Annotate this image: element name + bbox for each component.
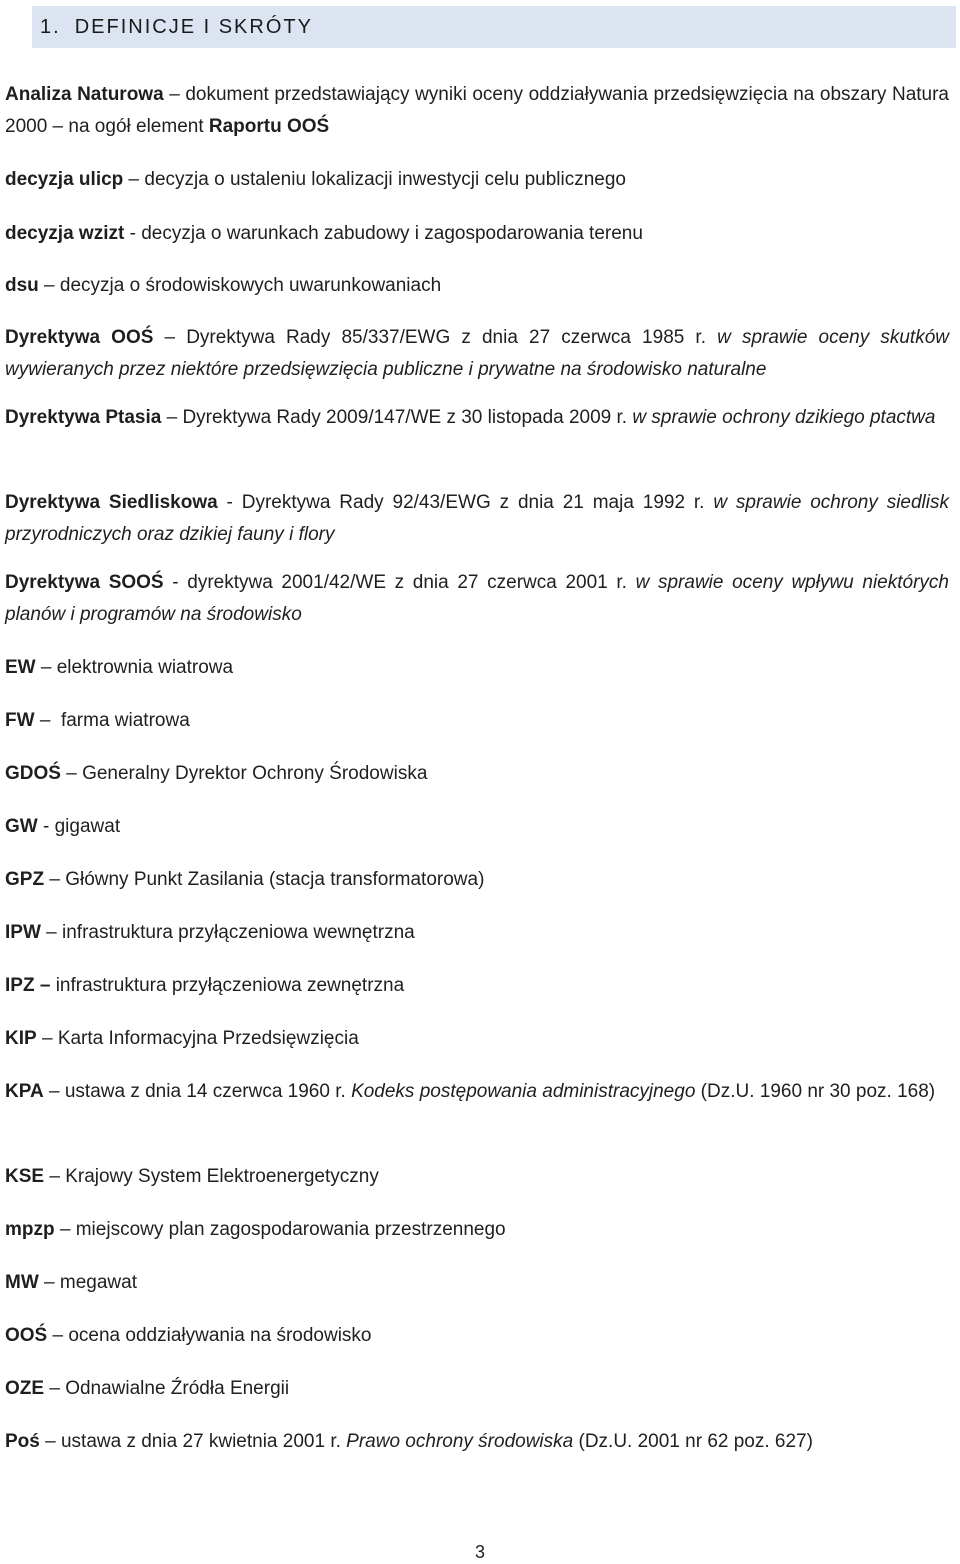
definition-text: Generalny Dyrektor Ochrony Środowiska [82,763,428,784]
definition-entry: decyzja wzizt - decyzja o warunkach zabudowy i zagospodarowania terenu [5,223,643,244]
definition-entry: GW - gigawat [5,816,121,837]
definition-term: IPZ – [5,975,51,996]
definition-text: Karta Informacyjna Przedsięwzięcia [57,1028,359,1049]
definition-text: farma wiatrowa [60,710,190,731]
definition-entry: IPW – infrastruktura przyłączeniowa wewnętrzna [5,922,415,943]
definition-entry: Dyrektywa Ptasia – Dyrektywa Rady 2009/147/WE z 30 listopada 2009 r. w sprawie ochrony dzikiego ptactwa [5,407,936,428]
definition-term: IPW [5,922,41,943]
definition-text: Dyrektywa Rady 92/43/EWG z dnia 21 maja 1992 r. [241,492,714,513]
definition-term: decyzja ulicp [5,169,124,190]
definition-entry: Dyrektywa SOOŚ - dyrektywa 2001/42/WE z dnia 27 czerwca 2001 r. w sprawie oceny wpływu niektórych planów i programów na środowisko [5,572,949,625]
definition-term: Dyrektywa Siedliskowa [5,492,218,513]
definition-term: OZE [5,1378,45,1399]
definition-term: Analiza Naturowa [5,84,164,105]
definition-text: Główny Punkt Zasilania (stacja transformatorowa) [65,869,485,890]
definition-text: megawat [59,1272,137,1293]
definition-tail-text: (Dz.U. 1960 nr 30 poz. 168) [695,1081,936,1102]
definition-term: decyzja wzizt [5,223,125,244]
definition-entry: FW – farma wiatrowa [5,710,190,731]
definition-title-italic: Kodeks postępowania administracyjnego [351,1081,696,1102]
definition-entry [5,970,949,1002]
definition-text: Dyrektywa Rady 2009/147/WE z 30 listopada 2009 r. [182,407,633,428]
definition-term: OOŚ [5,1325,48,1346]
definition-text: gigawat [54,816,121,837]
definition-term: GW [5,816,38,837]
definition-entry: MW – megawat [5,1272,137,1293]
definition-term: FW [5,710,35,731]
definition-text: ocena oddziaływania na środowisko [68,1325,372,1346]
definition-entry: EW – elektrownia wiatrowa [5,657,234,678]
definition-entry: KIP – Karta Informacyjna Przedsięwzięcia [5,1028,359,1049]
definition-term: Dyrektywa Ptasia [5,407,162,428]
definition-entry: OZE – Odnawialne Źródła Energii [5,1378,290,1399]
definition-text: Krajowy System Elektroenergetyczny [65,1166,379,1187]
definition-text: infrastruktura przyłączeniowa wewnętrzna [62,922,415,943]
definition-title-italic: w sprawie oceny skutków wywieranych przez niektóre przedsięwzięcia publiczne i prywatne na środowisko naturalne [5,327,949,380]
definition-term: Dyrektywa OOŚ [5,327,154,348]
section-number: 1. [40,16,61,38]
definition-entry: OOŚ – ocena oddziaływania na środowisko [5,1325,372,1346]
definition-term: dsu [5,275,39,296]
definition-text: decyzja o środowiskowych uwarunkowaniach [59,275,442,296]
definition-term: GPZ [5,869,45,890]
definition-text: Dyrektywa Rady 85/337/EWG z dnia 27 czerwca 1985 r. [186,327,718,348]
definition-entry: Poś – ustawa z dnia 27 kwietnia 2001 r. Prawo ochrony środowiska (Dz.U. 2001 nr 62 poz. 627) [5,1431,813,1452]
definition-title-italic: w sprawie oceny wpływu niektórych planów i programów na środowisko [5,572,949,625]
definition-tail-text: (Dz.U. 2001 nr 62 poz. 627) [573,1431,813,1452]
definition-entry: dsu – decyzja o środowiskowych uwarunkowaniach [5,275,442,296]
definition-text: decyzja o ustaleniu lokalizacji inwestycji celu publicznego [144,169,626,190]
page-number: 3 [474,1542,485,1562]
definition-bold-text: Raportu OOŚ [208,116,330,137]
definition-term: GDOŚ [5,763,61,784]
definition-term: Dyrektywa SOOŚ [5,572,164,593]
definition-term: mpzp [5,1219,55,1240]
definition-title-italic: w sprawie ochrony dzikiego ptactwa [632,407,936,428]
definition-text: Odnawialne Źródła Energii [65,1378,290,1399]
definition-entry: GPZ – Główny Punkt Zasilania (stacja transformatorowa) [5,869,485,890]
definition-text: miejscowy plan zagospodarowania przestrzennego [75,1219,506,1240]
definition-entry: Analiza Naturowa – dokument przedstawiający wyniki oceny oddziaływania przedsięwzięcia na obszary Natura 2000 – na ogół element Raportu OOŚ [5,84,949,137]
definition-term: KPA [5,1081,44,1102]
definition-text: elektrownia wiatrowa [56,657,234,678]
definition-text: ustawa z dnia 14 czerwca 1960 r. [64,1081,352,1102]
definition-text: infrastruktura przyłączeniowa zewnętrzna [55,975,405,996]
definition-entry: KSE – Krajowy System Elektroenergetyczny [5,1166,379,1187]
definition-text: dokument przedstawiający wyniki oceny oddziaływania przedsięwzięcia na obszary Natura 2000 – na ogół element [5,84,949,137]
definition-text: ustawa z dnia 27 kwietnia 2001 r. [60,1431,347,1452]
definition-term: KIP [5,1028,37,1049]
definition-entry: decyzja ulicp – decyzja o ustaleniu lokalizacji inwestycji celu publicznego [5,169,626,190]
definition-term: MW [5,1272,39,1293]
definition-text: dyrektywa 2001/42/WE z dnia 27 czerwca 2001 r. [187,572,636,593]
definition-text: decyzja o warunkach zabudowy i zagospodarowania terenu [141,223,643,244]
definition-term: Poś [5,1431,40,1452]
definition-entry: mpzp – miejscowy plan zagospodarowania przestrzennego [5,1219,506,1240]
definition-entry: KPA – ustawa z dnia 14 czerwca 1960 r. Kodeks postępowania administracyjnego (Dz.U. 1960 nr 30 poz. 168) [5,1081,936,1102]
definition-term: KSE [5,1166,45,1187]
section-heading [32,6,956,48]
definition-term: EW [5,657,36,678]
section-title: DEFINICJE I SKRÓTY [74,16,313,38]
definition-title-italic: Prawo ochrony środowiska [346,1431,574,1452]
definition-entry: GDOŚ – Generalny Dyrektor Ochrony Środowiska [5,763,428,784]
definition-entry: Dyrektywa Siedliskowa - Dyrektywa Rady 92/43/EWG z dnia 21 maja 1992 r. w sprawie ochrony siedlisk przyrodniczych oraz dzikiej fauny i flory [5,492,949,545]
definition-title-italic: w sprawie ochrony siedlisk przyrodniczych oraz dzikiej fauny i flory [5,492,949,545]
definition-entry: Dyrektywa OOŚ – Dyrektywa Rady 85/337/EWG z dnia 27 czerwca 1985 r. w sprawie oceny skutków wywieranych przez niektóre przedsięwzięcia publiczne i prywatne na środowisko naturalne [5,327,949,380]
